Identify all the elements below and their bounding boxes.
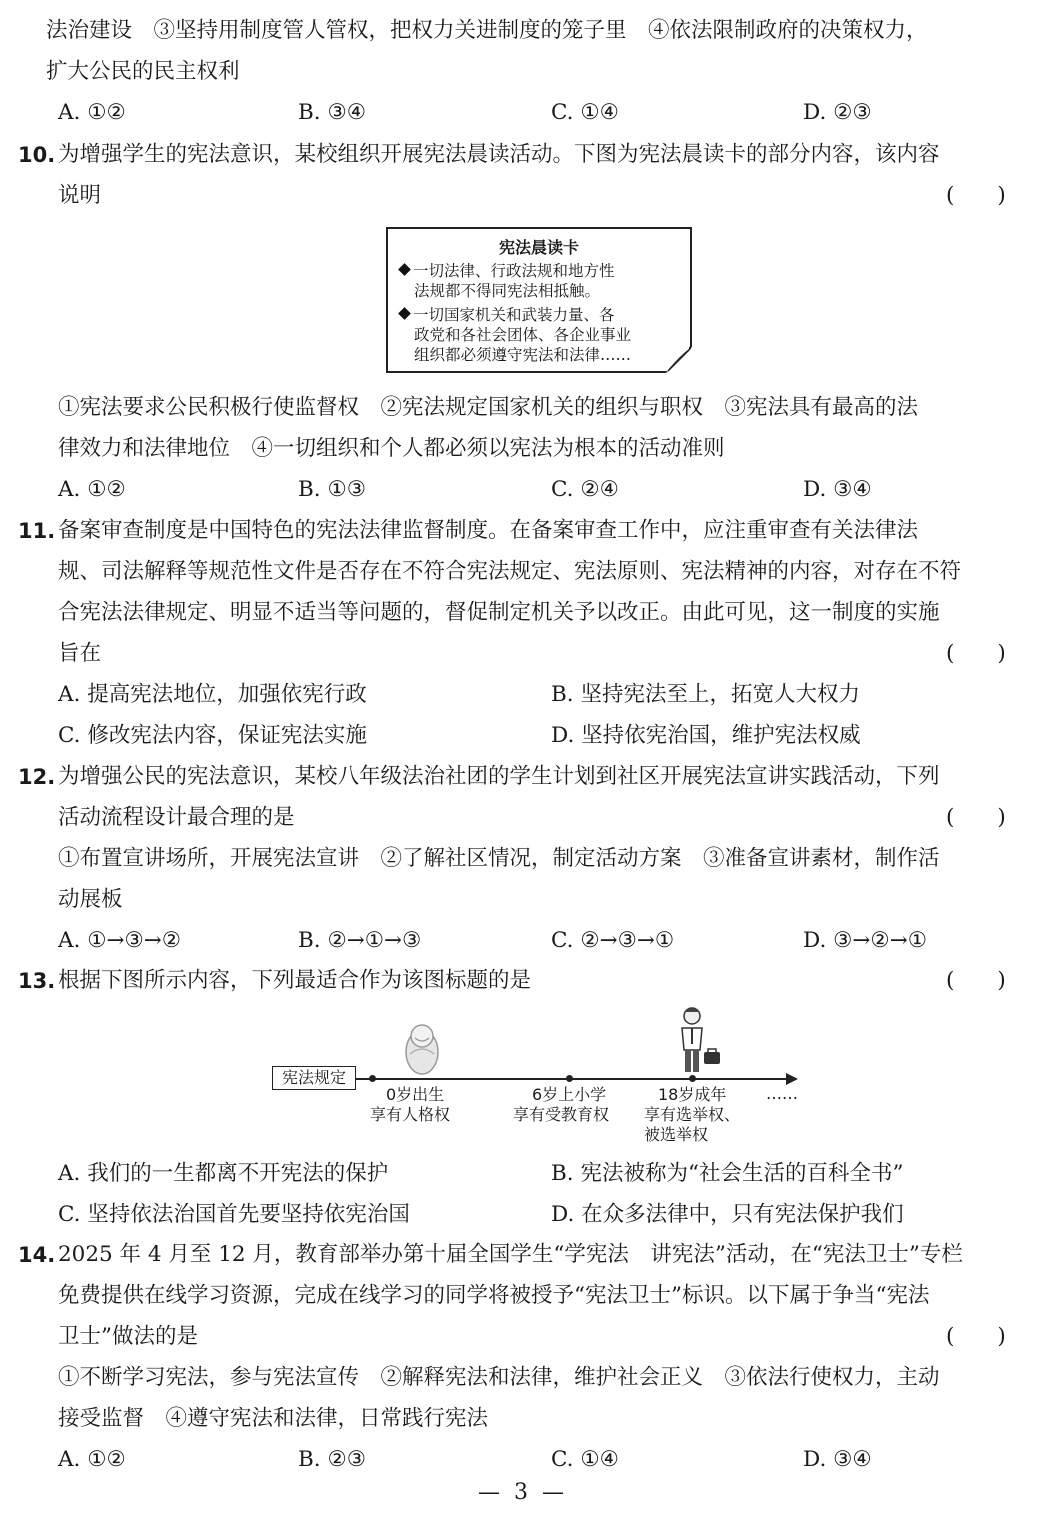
q9-option-c: C. ①④ (551, 100, 619, 125)
q11-option-b: B. 坚持宪法至上，拓宽人大权力 (551, 682, 860, 707)
timeline-label-box: 宪法规定 (272, 1066, 356, 1090)
timeline-birth-right: 享有人格权 (370, 1105, 451, 1124)
q12-option-a: A. ①→③→② (58, 928, 182, 953)
constitution-reading-card (386, 227, 692, 373)
q12-statements-line-1: ①布置宣讲场所，开展宪法宣讲 ②了解社区情况，制定活动方案 ③准备宣讲素材，制作活 (58, 846, 940, 871)
q12-stem-line-1: 为增强公民的宪法意识，某校八年级法治社团的学生计划到社区开展宪法宣讲实践活动，下列 (58, 764, 940, 789)
timeline-adult-right-2: 被选举权 (644, 1125, 709, 1144)
q10-statements-line-1: ①宪法要求公民积极行使监督权 ②宪法规定国家机关的组织与职权 ③宪法具有最高的法 (58, 395, 919, 420)
card-title: 宪法晨读卡 (498, 238, 579, 257)
baby-icon (398, 1016, 446, 1076)
diamond-bullet-icon (398, 307, 411, 320)
q11-option-c: C. 修改宪法内容，保证宪法实施 (58, 723, 367, 748)
q14-option-b: B. ②③ (298, 1447, 367, 1472)
q12-number: 12. (18, 765, 56, 789)
q11-option-a: A. 提高宪法地位，加强依宪行政 (58, 682, 367, 707)
q12-stem-line-2: 活动流程设计最合理的是 (58, 805, 295, 830)
q13-answer-blank: ( ) (946, 968, 1006, 993)
timeline-point-school (566, 1075, 573, 1082)
q13-stem-line-1: 根据下图所示内容，下列最适合作为该图标题的是 (58, 968, 532, 993)
q10-stem-line-1: 为增强学生的宪法意识，某校组织开展宪法晨读活动。下图为宪法晨读卡的部分内容，该内容 (58, 142, 940, 167)
timeline-adult-age: 18岁成年 (658, 1085, 727, 1104)
q9-option-b: B. ③④ (298, 100, 367, 125)
q10-answer-blank: ( ) (946, 183, 1006, 208)
timeline-school-right: 享有受教育权 (513, 1105, 610, 1124)
q11-stem-line-2: 规、司法解释等规范性文件是否存在不符合宪法规定、宪法原则、宪法精神的内容，对存在不符 (58, 559, 962, 584)
timeline-ellipsis: …… (766, 1084, 798, 1103)
q13-option-b: B. 宪法被称为“社会生活的百科全书” (551, 1161, 904, 1186)
card-line-2: 法规都不得同宪法相抵触。 (414, 282, 601, 300)
q14-stem-line-3: 卫士”做法的是 (58, 1324, 198, 1349)
card-line-4: 政党和各社会团体、各企业事业 (414, 326, 632, 344)
page-curl-icon (666, 347, 692, 373)
q14-option-a: A. ①② (58, 1447, 126, 1472)
q13-option-d: D. 在众多法律中，只有宪法保护我们 (551, 1202, 904, 1227)
diamond-bullet-icon (398, 263, 411, 276)
q10-number: 10. (18, 143, 56, 167)
timeline-point-birth (369, 1075, 376, 1082)
q14-stem-line-1: 2025 年 4 月至 12 月，教育部举办第十届全国学生“学宪法 讲宪法”活动，在“宪法卫士”专栏 (58, 1242, 963, 1267)
card-line-5: 组织都必须遵守宪法和法律…… (414, 346, 632, 364)
q10-statements-line-2: 律效力和法律地位 ④一切组织和个人都必须以宪法为根本的活动准则 (58, 436, 725, 461)
q14-option-d: D. ③④ (803, 1447, 872, 1472)
page-number: — 3 — (478, 1480, 564, 1505)
q12-option-d: D. ③→②→① (803, 928, 927, 953)
q12-answer-blank: ( ) (946, 805, 1006, 830)
timeline-adult-right-1: 享有选举权、 (644, 1105, 741, 1124)
q14-answer-blank: ( ) (946, 1324, 1006, 1349)
q14-option-c: C. ①④ (551, 1447, 619, 1472)
q13-option-c: C. 坚持依法治国首先要坚持依宪治国 (58, 1202, 410, 1227)
q10-option-c: C. ②④ (551, 477, 619, 502)
q9-option-a: A. ①② (58, 100, 126, 125)
q11-stem-line-1: 备案审查制度是中国特色的宪法法律监督制度。在备案审查工作中，应注重审查有关法律法 (58, 518, 919, 543)
q9-line-2: 扩大公民的民主权利 (46, 59, 240, 84)
q12-option-b: B. ②→①→③ (298, 928, 422, 953)
q10-option-a: A. ①② (58, 477, 126, 502)
q14-number: 14. (18, 1243, 56, 1267)
adult-with-briefcase-icon (672, 1004, 724, 1076)
q13-option-a: A. 我们的一生都离不开宪法的保护 (58, 1161, 389, 1186)
q12-option-c: C. ②→③→① (551, 928, 675, 953)
q10-stem-line-2: 说明 (58, 183, 102, 208)
q14-statements-line-2: 接受监督 ④遵守宪法和法律，日常践行宪法 (58, 1406, 489, 1431)
q9-option-d: D. ②③ (803, 100, 872, 125)
q13-number: 13. (18, 969, 56, 993)
q10-option-b: B. ①③ (298, 477, 367, 502)
q11-answer-blank: ( ) (946, 641, 1006, 666)
q11-stem-line-3: 合宪法法律规定、明显不适当等问题的，督促制定机关予以改正。由此可见，这一制度的实施 (58, 600, 940, 625)
q11-stem-line-4: 旨在 (58, 641, 102, 666)
q10-option-d: D. ③④ (803, 477, 872, 502)
q14-stem-line-2: 免费提供在线学习资源，完成在线学习的同学将被授予“宪法卫士”标识。以下属于争当“宪法 (58, 1283, 930, 1308)
card-line-3: 一切国家机关和武装力量、各 (400, 305, 615, 325)
timeline-school-age: 6岁上小学 (532, 1085, 607, 1104)
q11-option-d: D. 坚持依宪治国，维护宪法权威 (551, 723, 861, 748)
timeline-point-adult (689, 1075, 696, 1082)
q9-line-1: 法治建设 ③坚持用制度管人管权，把权力关进制度的笼子里 ④依法限制政府的决策权力， (46, 18, 928, 43)
timeline-birth-age: 0岁出生 (386, 1085, 445, 1104)
q14-statements-line-1: ①不断学习宪法，参与宪法宣传 ②解释宪法和法律，维护社会正义 ③依法行使权力，主动 (58, 1365, 940, 1390)
q12-statements-line-2: 动展板 (58, 887, 123, 912)
card-line-1: 一切法律、行政法规和地方性 (400, 261, 615, 281)
q11-number: 11. (18, 519, 56, 543)
